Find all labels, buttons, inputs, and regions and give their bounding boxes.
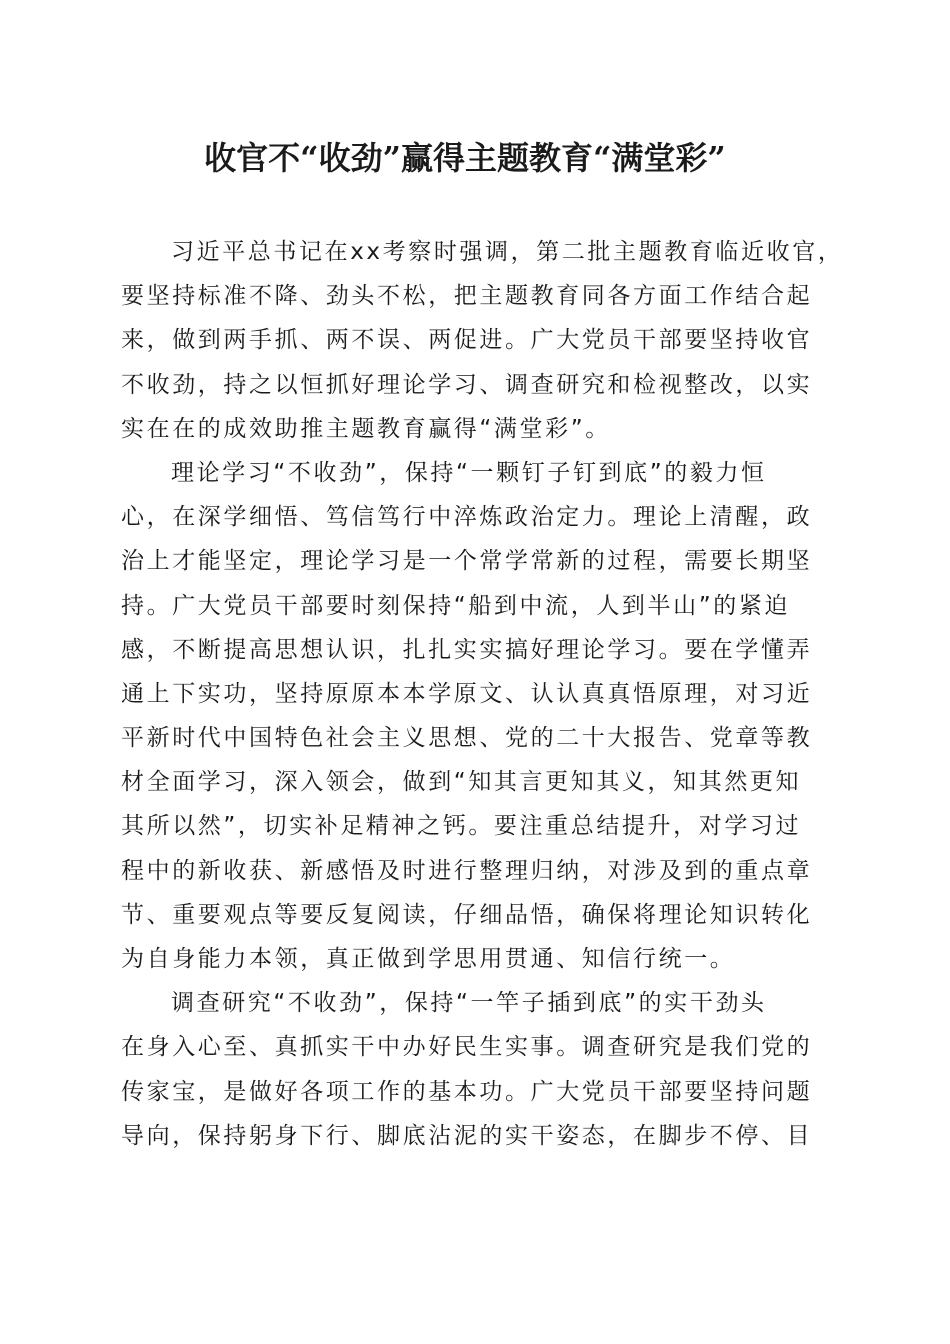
- document-body: [121, 230, 844, 1158]
- text-line: 感，不断提高思想认识，扎扎实实搞好理论学习。要在学懂弄: [121, 636, 813, 663]
- text-line: 习近平总书记在xx考察时强调，第二批主题教育临近收官，: [171, 239, 844, 265]
- text-line: 调查研究“不收劲”，保持“一竿子插到底”的实干劲头: [171, 990, 767, 1017]
- text-line: 心，在深学细悟、笃信笃行中淬炼政治定力。理论上清醒，政: [121, 504, 813, 531]
- text-line: 节、重要观点等要反复阅读，仔细品悟，确保将理论知识转化: [121, 901, 813, 928]
- document-title: 收官不“收劲”赢得主题教育“满堂彩”: [204, 139, 726, 177]
- text-line: 其所以然”，切实补足精神之钙。要注重总结提升，对学习过: [121, 813, 802, 840]
- text-line: 在身入心至、真抓实干中办好民生实事。调查研究是我们党的: [121, 1034, 813, 1061]
- text-line: 材全面学习，深入领会，做到“知其言更知其义，知其然更知: [121, 769, 802, 796]
- text-line: 实在在的成效助推主题教育赢得“满堂彩”。: [121, 415, 611, 442]
- text-line: 要坚持标准不降、劲头不松，把主题教育同各方面工作结合起: [121, 283, 813, 310]
- text-line: 持。广大党员干部要时刻保持“船到中流，人到半山”的紧迫: [121, 592, 791, 619]
- text-line: 程中的新收获、新感悟及时进行整理归纳，对涉及到的重点章: [121, 857, 813, 884]
- text-line: 通上下实功，坚持原原本本学原文、认认真真悟原理，对习近: [121, 680, 813, 707]
- text-line: 为自身能力本领，真正做到学思用贯通、知信行统一。: [121, 946, 736, 972]
- text-line: 来，做到两手抓、两不误、两促进。广大党员干部要坚持收官: [121, 327, 813, 354]
- text-line: 理论学习“不收劲”，保持“一颗钉子钉到底”的毅力恒: [171, 459, 767, 486]
- text-line: 平新时代中国特色社会主义思想、党的二十大报告、党章等教: [121, 725, 813, 752]
- text-line: 导向，保持躬身下行、脚底沾泥的实干姿态，在脚步不停、目: [121, 1122, 813, 1149]
- text-line: 治上才能坚定，理论学习是一个常学常新的过程，需要长期坚: [121, 548, 813, 575]
- text-line: 传家宝，是做好各项工作的基本功。广大党员干部要坚持问题: [121, 1078, 813, 1105]
- text-line: 不收劲，持之以恒抓好理论学习、调查研究和检视整改，以实: [121, 371, 813, 398]
